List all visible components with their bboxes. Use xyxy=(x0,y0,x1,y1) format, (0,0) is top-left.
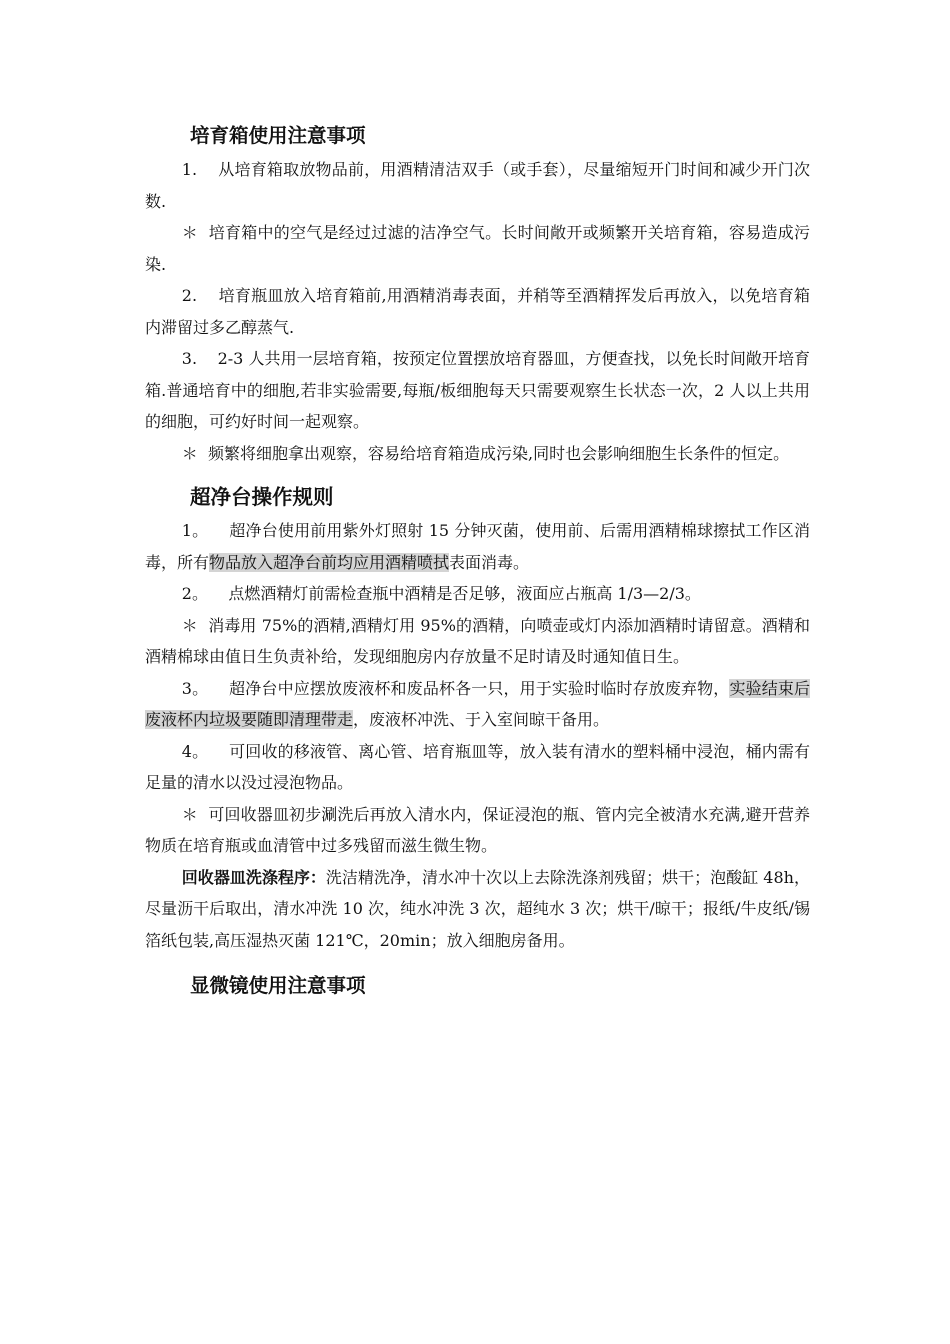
note-marker: ＊ xyxy=(181,443,198,463)
paragraph-text: 培育箱中的空气是经过过滤的洁净空气。长时间敞开或频繁开关培育箱，容易造成污染. xyxy=(145,223,810,274)
note-marker: ＊ xyxy=(181,223,199,242)
paragraph-text: 2-3 人共用一层培育箱，按预定位置摆放培育器皿，方便查找，以免长时间敞开培育箱.普通培育中的细胞,若非实验需要,每瓶/板细胞每天只需要观察生长状态一次，2 人以上共用的细胞，可约好时间一起观察。 xyxy=(145,349,811,431)
paragraph xyxy=(145,154,810,217)
paragraph-text: 超净台使用前用紫外灯照射 15 分钟灭菌，使用前、后需用酒精棉球擦拭工作区消毒，所有 xyxy=(145,521,810,572)
paragraph xyxy=(145,515,810,578)
paragraph xyxy=(145,343,810,438)
paragraph xyxy=(145,438,810,470)
paragraph xyxy=(145,799,810,862)
paragraph xyxy=(145,610,810,673)
paragraph-lead: 回收器皿洗涤程序： xyxy=(181,867,326,887)
paragraph-text: ，废液杯冲洗、于入室间晾干备用。 xyxy=(353,710,610,729)
highlighted-text: 物品放入超净台前均应用酒精喷拭 xyxy=(209,552,450,572)
paragraph-text: 消毒用 75%的酒精,酒精灯用 95%的酒精，向喷壶或灯内添加酒精时请留意。酒精和酒精棉球由值日生负责补给，发现细胞房内存放量不足时请及时通知值日生。 xyxy=(145,615,810,666)
paragraph-text: 超净台中应摆放废液杯和废品杯各一只，用于实验时临时存放废弃物， xyxy=(229,678,730,698)
item-number: 2. xyxy=(181,286,198,305)
paragraph-text: 洗洁精洗净，清水冲十次以上去除洗涤剂残留；烘干；泡酸缸 48h，尽量沥干后取出，清水冲洗 10 次，纯水冲洗 3 次，超纯水 3 次；烘干/晾干；报纸/牛皮纸/锡箔纸包装,高压湿热灭菌 121℃，20min；放入细胞房备用。 xyxy=(145,867,810,950)
paragraph-text: 可回收器皿初步涮洗后再放入清水内，保证浸泡的瓶、管内完全被清水充满,避开营养物质在培育瓶或血清管中过多残留而滋生微生物。 xyxy=(145,804,810,855)
item-number: 1。 xyxy=(181,521,209,540)
note-marker: ＊ xyxy=(181,615,198,635)
paragraph-text: 表面消毒。 xyxy=(449,552,530,572)
paragraph-text: 培育瓶皿放入培育箱前,用酒精消毒表面，并稍等至酒精挥发后再放入，以免培育箱内滞留过多乙醇蒸气. xyxy=(145,286,810,337)
paragraph xyxy=(145,736,810,799)
document-body xyxy=(145,118,810,1004)
item-number: 3。 xyxy=(181,678,209,698)
paragraph-text: 点燃酒精灯前需检查瓶中酒精是否足够，液面应占瓶高 1/3—2/3。 xyxy=(228,584,701,603)
section-title-clean-bench: 超净台操作规则 xyxy=(190,485,334,509)
item-number: 2。 xyxy=(181,584,208,603)
item-number: 3. xyxy=(181,349,198,368)
section-title-microscope: 显微镜使用注意事项 xyxy=(190,974,366,997)
paragraph-text: 频繁将细胞拿出观察，容易给培育箱造成污染,同时也会影响细胞生长条件的恒定。 xyxy=(207,443,790,463)
paragraph xyxy=(145,217,810,280)
section-title-incubator: 培育箱使用注意事项 xyxy=(190,124,366,147)
paragraph xyxy=(145,862,810,957)
item-number: 1. xyxy=(181,160,198,179)
paragraph-text: 从培育箱取放物品前，用酒精清洁双手（或手套），尽量缩短开门时间和减少开门次数. xyxy=(145,160,810,211)
highlighted-text: 实验结束后废液杯内垃圾要随即清理带走 xyxy=(145,678,811,729)
note-marker: ＊ xyxy=(181,804,198,824)
paragraph-text: 可回收的移液管、离心管、培育瓶皿等，放入装有清水的塑料桶中浸泡，桶内需有足量的清水以没过浸泡物品。 xyxy=(145,741,811,792)
paragraph xyxy=(145,578,810,610)
paragraph xyxy=(145,673,810,736)
paragraph xyxy=(145,280,810,343)
item-number: 4。 xyxy=(181,741,209,761)
